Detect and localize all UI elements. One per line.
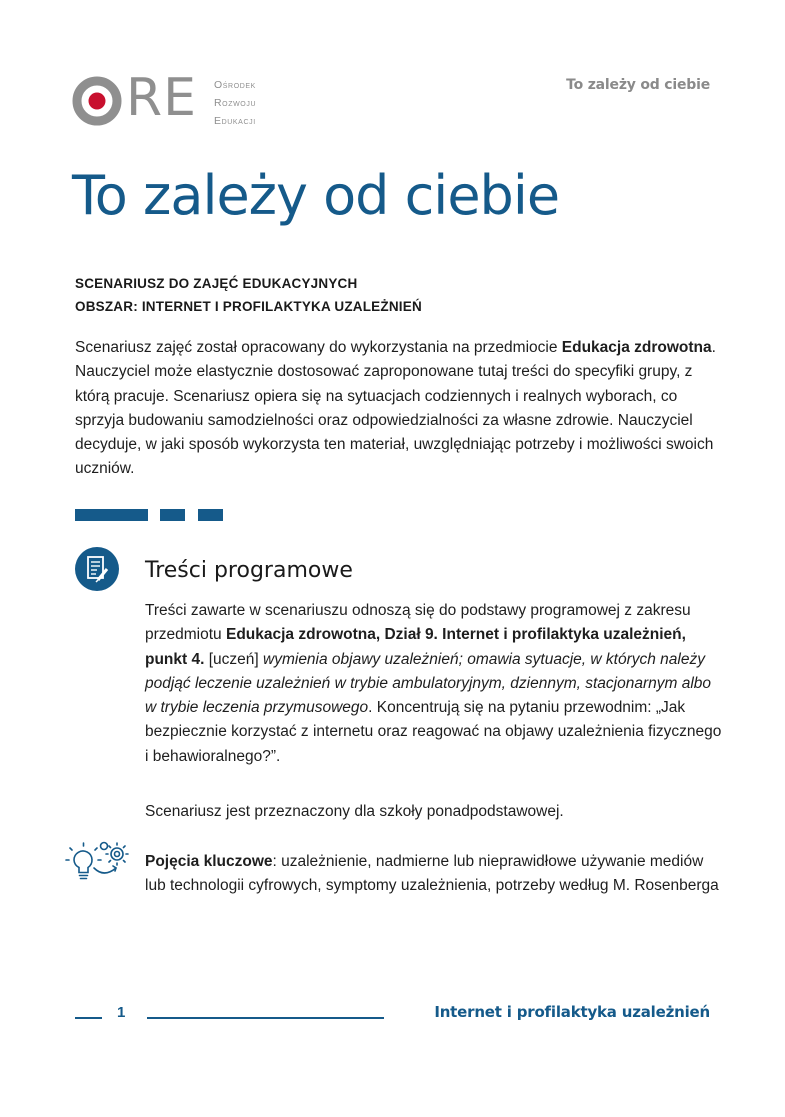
subheading-line: OBSZAR: INTERNET I PROFILAKTYKA UZALEŻNIEŃ: [75, 299, 422, 314]
footer-title: Internet i profilaktyka uzależnień: [434, 1003, 710, 1021]
footer-rule: [75, 1017, 102, 1019]
scenario-subheading: [75, 272, 422, 318]
subheading-line: SCENARIUSZ DO ZAJĘĆ EDUKACYJNYCH: [75, 276, 358, 291]
intro-paragraph: [75, 336, 725, 482]
page-title: To zależy od ciebie: [72, 164, 560, 227]
intro-text: Scenariusz zajęć został opracowany do wykorzystania na przedmiocie: [75, 339, 562, 356]
ore-logo-circle-icon: [72, 76, 122, 126]
intro-subject: Edukacja zdrowotna: [561, 339, 712, 356]
section-text: . Koncentrują się na pytaniu przewodnim: „Jak bezpiecznie korzystać z internetu oraz reagować na objawy uzależnienia fizycznego i behawioralnego?”.: [145, 699, 722, 765]
section-title: Treści programowe: [145, 558, 353, 583]
key-concepts-label: Pojęcia kluczowe: [145, 853, 273, 870]
section-reference: Edukacja zdrowotna, Dział 9. Internet i profilaktyka uzależnień, punkt 4.: [145, 626, 686, 668]
lightbulb-gears-icon: [64, 838, 132, 890]
logo-letters: RE: [126, 68, 197, 128]
footer-rule: [147, 1017, 384, 1019]
divider-dash: [75, 509, 148, 521]
page-number: 1: [117, 1004, 126, 1021]
running-title: To zależy od ciebie: [566, 77, 710, 93]
divider-dash: [160, 509, 185, 521]
logo-line: Rozwoju: [214, 97, 257, 109]
divider-dash: [198, 509, 223, 521]
logo-institution-name: [214, 76, 256, 130]
key-concepts: [145, 850, 725, 899]
key-concepts-text: : uzależnienie, nadmierne lub nieprawidłowe używanie mediów lub technologii cyfrowych, symptomy uzależnienia, potrzeby według M. Rosenberga: [145, 853, 719, 895]
section-text: Treści zawarte w scenariuszu odnoszą się do podstawy programowej z zakresu przedmiotu: [145, 602, 691, 644]
school-level-note: Scenariusz jest przeznaczony dla szkoły ponadpodstawowej.: [145, 803, 564, 820]
logo-line: Edukacji: [214, 115, 256, 127]
intro-text: . Nauczyciel może elastycznie dostosować zaproponowane tutaj treści do specyfiki grupy, z którą pracuje. Scenariusz opiera się na sytuacjach codziennych i realnych wyborach, co sprzyja budowaniu samodzielności oraz odpowiedzialności za własne zdrowie. Nauczyciel decyduje, w jaki sposób wykorzysta ten materiał, uwzględniając potrzeby i możliwości swoich uczniów.: [75, 339, 716, 478]
section-body: [145, 599, 725, 769]
logo-line: Ośrodek: [214, 79, 256, 91]
document-pen-icon: [75, 547, 119, 591]
section-text: [uczeń]: [204, 650, 264, 668]
section-quote: wymienia objawy uzależnień; omawia sytuacje, w których należy podjąć leczenie uzależnień w trybie ambulatoryjnym, dziennym, stacjonarnym albo w trybie leczenia przymusowego: [145, 650, 712, 717]
